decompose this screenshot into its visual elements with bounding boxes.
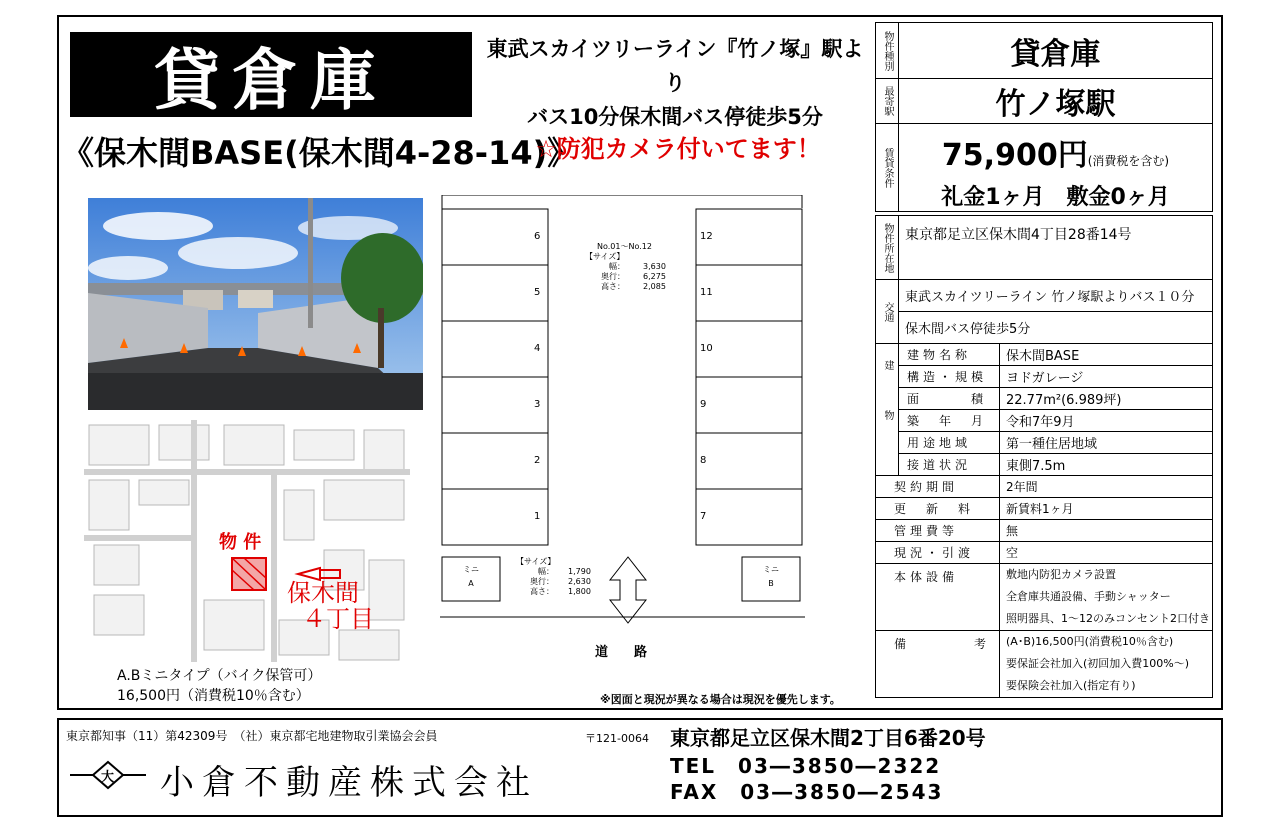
- road-label: 道 路: [595, 645, 648, 660]
- built-date-value: 令和7年9月: [1000, 410, 1213, 432]
- mini-note-line-1: A.Bミニタイプ（バイク保管可）: [117, 668, 322, 684]
- unit-11: 11: [700, 287, 713, 298]
- type-label: 物件種別: [876, 23, 899, 79]
- rent-value: 75,900円: [941, 138, 1088, 173]
- unit-10: 10: [700, 343, 713, 354]
- std-width-value: 3,630: [643, 262, 666, 271]
- mini-a-label-1: ミニ: [463, 565, 479, 574]
- unit-8: 8: [700, 455, 707, 466]
- equipment-line-2: 全倉庫共通設備、手動シャッター: [1006, 590, 1171, 603]
- standard-size-spec: [585, 242, 666, 292]
- mini-type-note: [117, 666, 417, 706]
- equipment-line-1: 敷地内防犯カメラ設置: [1006, 568, 1116, 581]
- status-label: 現況・引渡: [876, 542, 1000, 564]
- mini-size-spec: [516, 557, 591, 597]
- standard-size-title: No.01～No.12: [597, 242, 652, 251]
- mini-a-label-2: A: [468, 579, 474, 588]
- mini-depth-label: 奥行：: [530, 577, 554, 586]
- area-map: [84, 420, 410, 662]
- deposit-value: 礼金1ヶ月 敷金0ヶ月: [941, 185, 1170, 210]
- zoning-value: 第一種住居地域: [1000, 432, 1213, 454]
- unit-2: 2: [534, 455, 541, 466]
- unit-9: 9: [700, 399, 707, 410]
- details-table: [875, 215, 1213, 698]
- station-value: 竹ノ塚駅: [899, 79, 1213, 124]
- contract-term-value: 2年間: [1000, 476, 1213, 498]
- company-name: 小倉不動産株式会社: [160, 763, 538, 803]
- equipment-line-3: 照明器具、1～12のみコンセント2口付き: [1006, 612, 1210, 625]
- property-name: 《保木間BASE(保木間4-28-14)》: [62, 134, 580, 172]
- mini-height-value: 1,800: [568, 587, 591, 596]
- mini-b-label-2: B: [768, 579, 774, 588]
- road-access-value: 東側7.5m: [1000, 454, 1213, 476]
- company-tel: TEL 03―3850―2322: [670, 754, 942, 778]
- unit-7: 7: [700, 511, 707, 522]
- map-area-label-2: ４丁目: [302, 605, 374, 633]
- property-photo: [88, 198, 423, 410]
- standard-size-header: 【サイズ】: [585, 252, 625, 261]
- mini-width-value: 1,790: [568, 567, 591, 576]
- camera-note: ☆防犯カメラ付いてます！: [535, 135, 821, 163]
- mini-size-header: 【サイズ】: [516, 557, 556, 566]
- std-width-label: 幅：: [609, 262, 625, 271]
- road-access-label: 接道状況: [899, 454, 1000, 476]
- renewal-fee-value: 新賃料1ヶ月: [1000, 498, 1213, 520]
- type-value: 貸倉庫: [899, 23, 1213, 79]
- zoning-label: 用途地域: [899, 432, 1000, 454]
- area-label: 面 積: [899, 388, 1000, 410]
- structure-label: 構造・規模: [899, 366, 1000, 388]
- mini-height-label: 高さ：: [530, 587, 554, 596]
- mini-unit-a: [442, 563, 500, 591]
- logo-text: 大: [101, 770, 115, 785]
- unit-1: 1: [534, 511, 541, 522]
- floor-plan: [440, 195, 805, 635]
- listing-type-banner: 貸倉庫: [70, 32, 472, 117]
- equipment-label: 本体設備: [876, 564, 1000, 631]
- location-value: 東京都足立区保木間4丁目28番14号: [899, 216, 1213, 280]
- rent-tax-note: (消費税を含む): [1087, 154, 1170, 168]
- std-depth-label: 奥行：: [601, 272, 625, 281]
- company-contact: [670, 723, 1210, 805]
- access-line-1: 東武スカイツリーライン『竹ノ塚』駅より: [486, 37, 864, 95]
- company-address: 東京都足立区保木間2丁目6番20号: [670, 726, 986, 750]
- management-fee-label: 管理費等: [876, 520, 1000, 542]
- status-value: 空: [1000, 542, 1213, 564]
- contract-term-label: 契約期間: [876, 476, 1000, 498]
- unit-3: 3: [534, 399, 541, 410]
- remarks-label: 備 考: [876, 631, 1000, 698]
- mini-unit-b: [742, 563, 800, 591]
- unit-6: 6: [534, 231, 541, 242]
- mini-b-label-1: ミニ: [763, 565, 779, 574]
- management-fee-value: 無: [1000, 520, 1213, 542]
- terms-label: 賃貸条件: [876, 124, 899, 212]
- access-heading: [480, 32, 870, 134]
- company-logo: [68, 760, 148, 790]
- terms-value: [899, 124, 1213, 212]
- unit-5: 5: [534, 287, 541, 298]
- mini-width-label: 幅：: [538, 567, 554, 576]
- transport-line-1: 東武スカイツリーライン 竹ノ塚駅よりバス１０分: [899, 280, 1213, 312]
- area-value: 22.77m²(6.989坪): [1000, 388, 1213, 410]
- building-name-value: 保木間BASE: [1000, 344, 1213, 366]
- structure-value: ヨドガレージ: [1000, 366, 1213, 388]
- transport-line-2: 保木間バス停徒歩5分: [899, 312, 1213, 344]
- remarks-line-1: (A･B)16,500円(消費税10％含む): [1006, 635, 1174, 648]
- std-height-value: 2,085: [643, 282, 666, 291]
- map-property-label: 物 件: [219, 532, 262, 553]
- disclaimer: ※図面と現況が異なる場合は現況を優先します。: [600, 693, 841, 706]
- map-area-label-1: 保木間: [287, 579, 359, 607]
- summary-table: [875, 22, 1213, 212]
- station-label: 最寄駅: [876, 79, 899, 124]
- photo-illustration: [88, 198, 423, 410]
- license-info: 東京都知事（11）第42309号 （社）東京都宅地建物取引業協会会員: [66, 729, 438, 743]
- mini-depth-value: 2,630: [568, 577, 591, 586]
- location-label: 物件所在地: [876, 216, 899, 280]
- building-label: 建物: [876, 344, 899, 476]
- postal-code: 〒121-0064: [585, 732, 649, 745]
- mini-note-line-2: 16,500円（消費税10％含む）: [117, 688, 310, 704]
- std-depth-value: 6,275: [643, 272, 666, 281]
- unit-12: 12: [700, 231, 713, 242]
- unit-4: 4: [534, 343, 541, 354]
- renewal-fee-label: 更 新 料: [876, 498, 1000, 520]
- transport-label: 交通: [876, 280, 899, 344]
- remarks-line-3: 要保険会社加入(指定有り): [1006, 679, 1136, 692]
- remarks-value: [1000, 631, 1213, 698]
- std-height-label: 高さ：: [601, 282, 625, 291]
- equipment-value: [1000, 564, 1213, 631]
- remarks-line-2: 要保証会社加入(初回加入費100%～): [1006, 657, 1190, 670]
- built-date-label: 築 年 月: [899, 410, 1000, 432]
- building-name-label: 建物名称: [899, 344, 1000, 366]
- company-fax: FAX 03―3850―2543: [670, 780, 944, 804]
- access-line-2: バス10分保木間バス停徒歩5分: [527, 105, 823, 129]
